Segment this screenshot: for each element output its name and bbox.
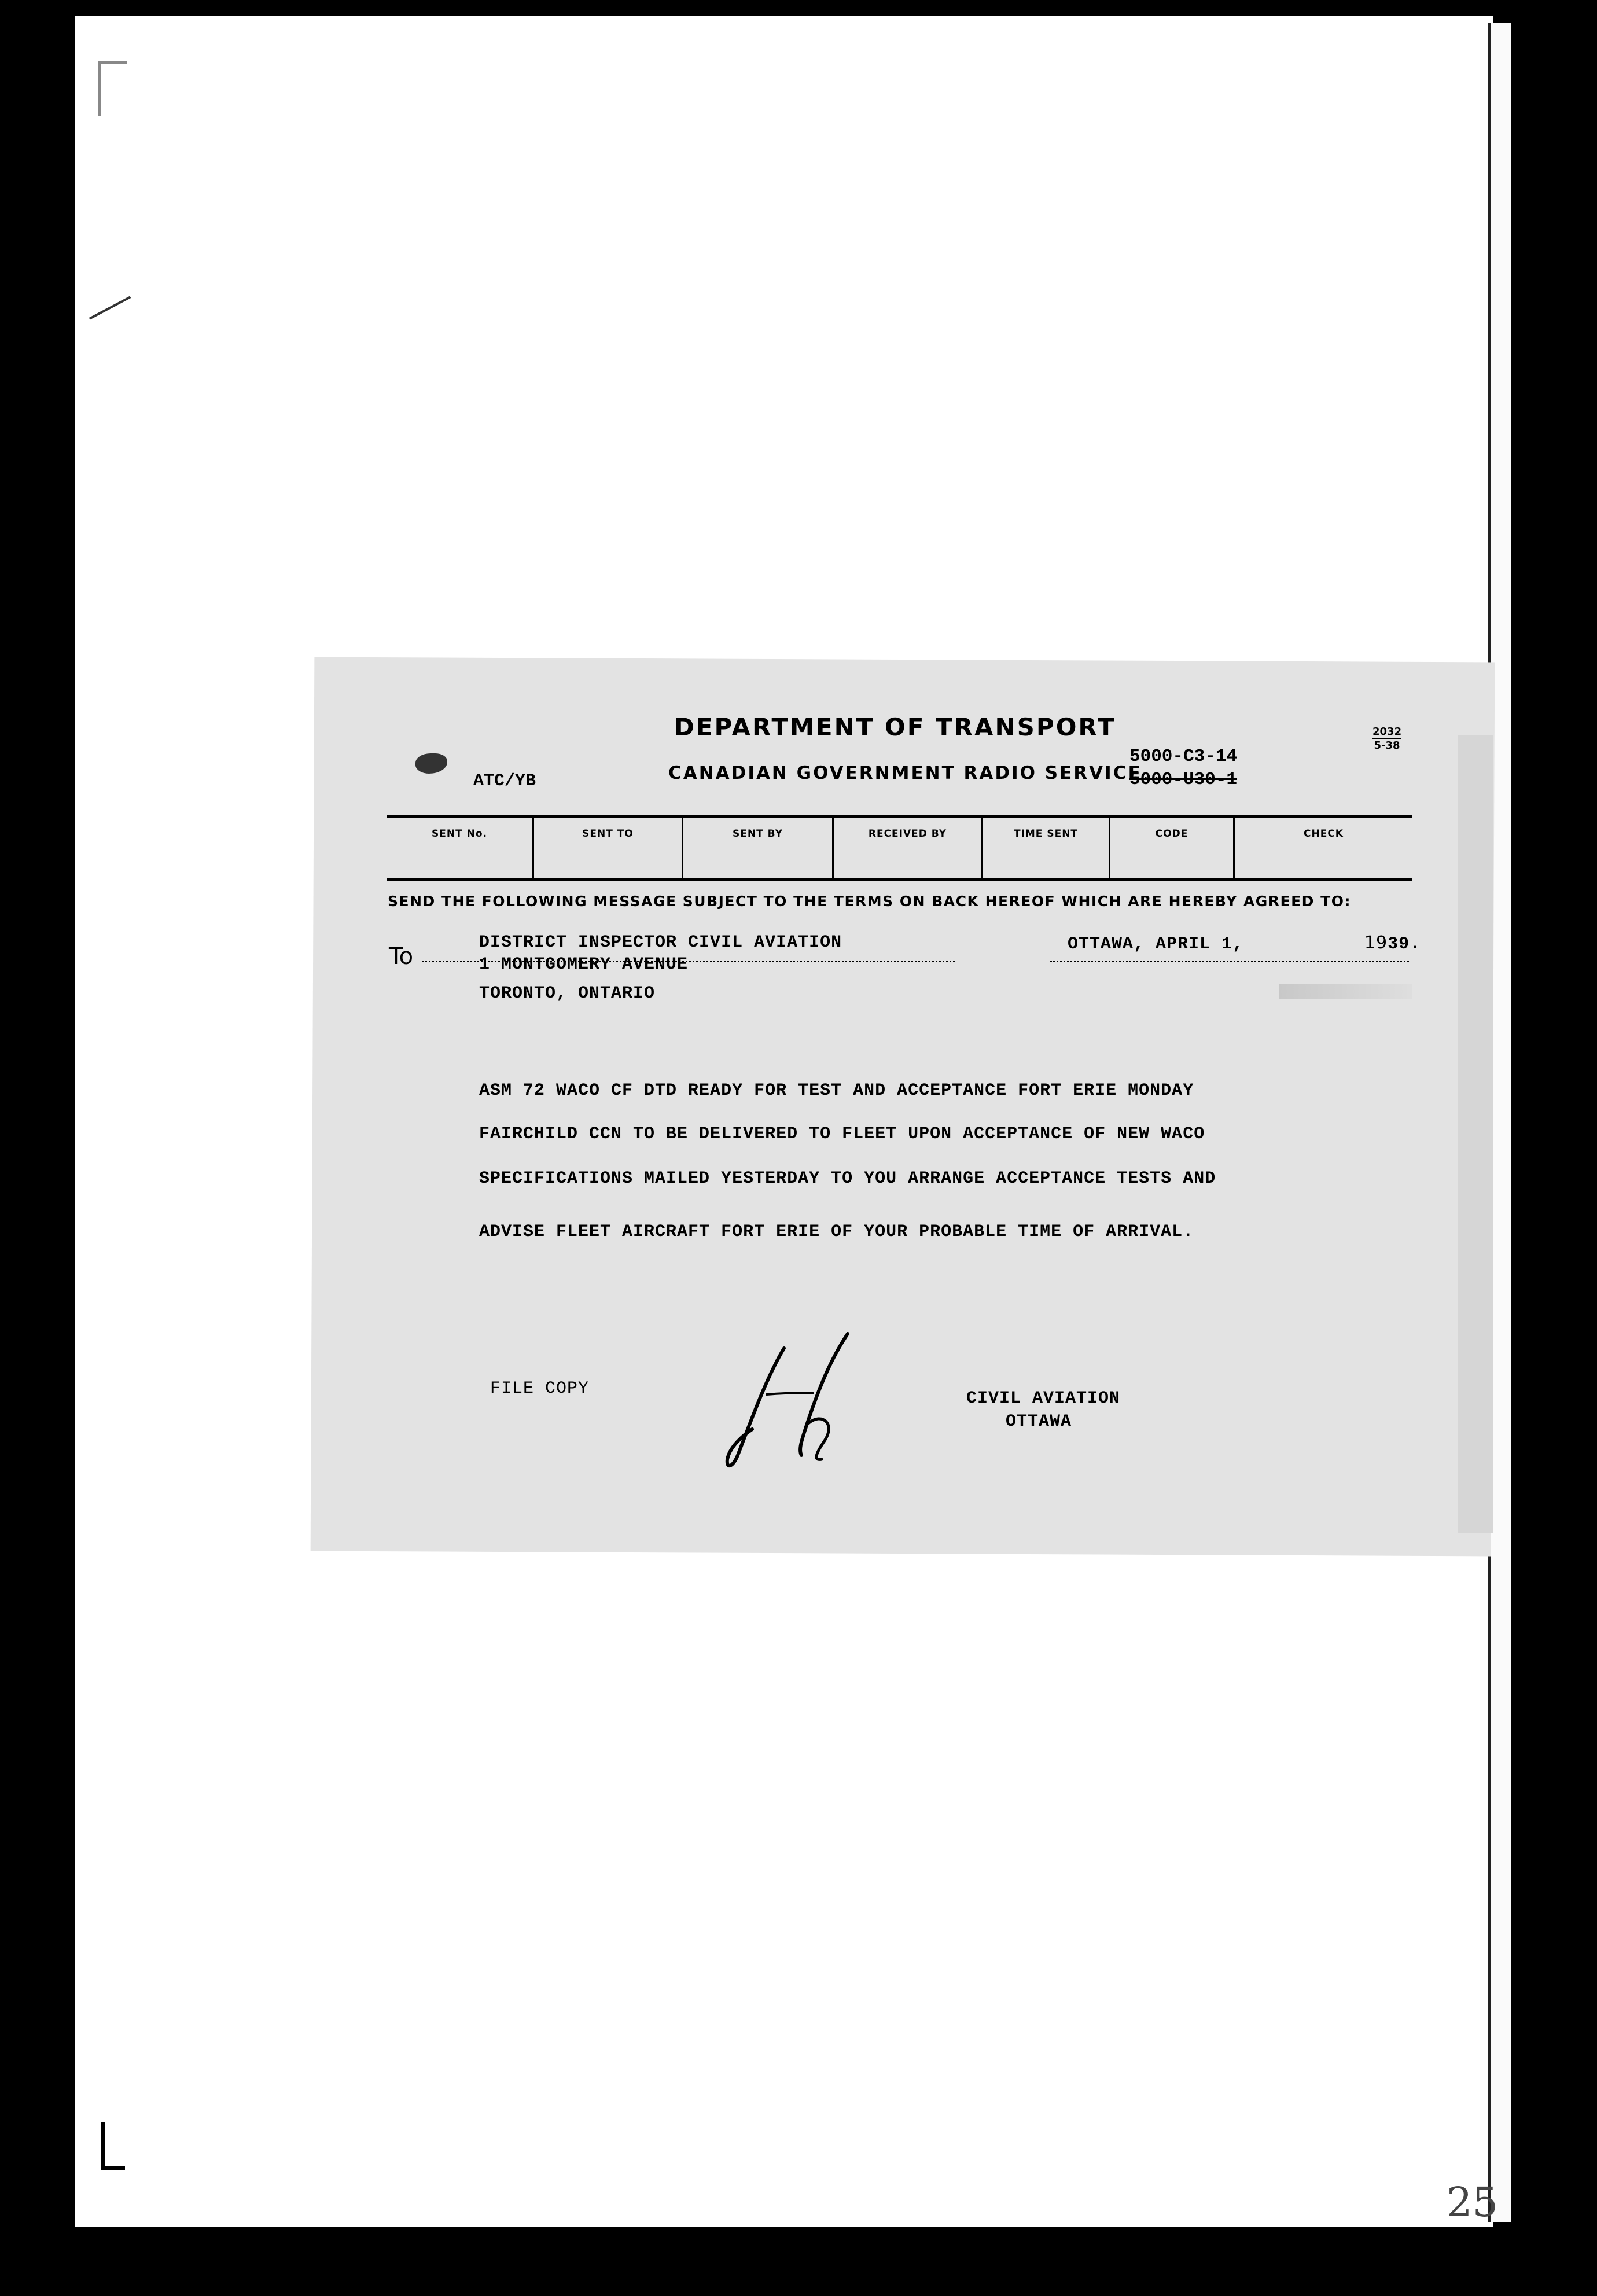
form-edge-strip: [1458, 735, 1493, 1533]
col-sent-by: SENT BY: [683, 818, 834, 878]
place-date: [1068, 933, 1421, 954]
show-through-text: [1279, 984, 1412, 999]
to-label: To: [389, 943, 414, 970]
col-check: CHECK: [1304, 828, 1344, 840]
message-line-1: ASM 72 WACO CF DTD READY FOR TEST AND ACCEPTANCE FORT ERIE MONDAY: [479, 1081, 1194, 1101]
crop-mark-bottom-left: [101, 2122, 125, 2170]
place-date-text: OTTAWA, APRIL 1,: [1068, 934, 1244, 954]
col-time-sent: TIME SENT: [983, 818, 1110, 878]
page-number: 25: [1447, 2179, 1499, 2226]
handwritten-signature: [697, 1325, 871, 1476]
telegram-form: [311, 657, 1495, 1557]
file-reference-struck: 5000-U30-1: [1129, 770, 1238, 790]
col-sent-no: SENT No.: [387, 818, 534, 878]
routing-table: [387, 815, 1412, 881]
terms-line: SEND THE FOLLOWING MESSAGE SUBJECT TO THE TERMS ON BACK HEREOF WHICH ARE HEREBY AGREED TO:: [388, 893, 1351, 910]
sender-line-1: CIVIL AVIATION: [966, 1389, 1121, 1408]
file-reference: 5000-C3-14: [1129, 746, 1238, 767]
col-sent-to: SENT TO: [534, 818, 683, 878]
date-dotted-line: [1050, 961, 1409, 962]
service-title: CANADIAN GOVERNMENT RADIO SERVICE: [668, 763, 1142, 783]
typist-initials: ATC/YB: [473, 771, 536, 791]
year-prefix: 19: [1364, 933, 1388, 953]
addressee-line-2: 1 MONTGOMERY AVENUE: [479, 955, 689, 974]
addressee-line-1: DISTRICT INSPECTOR CIVIL AVIATION: [479, 933, 842, 952]
col-code: CODE: [1110, 818, 1235, 878]
message-line-4: ADVISE FLEET AIRCRAFT FORT ERIE OF YOUR PROBABLE TIME OF ARRIVAL.: [479, 1222, 1194, 1242]
message-line-3: SPECIFICATIONS MAILED YESTERDAY TO YOU ARRANGE ACCEPTANCE TESTS AND: [479, 1169, 1216, 1189]
crop-mark-top-left: [98, 61, 127, 116]
year-suffix: 39.: [1388, 934, 1421, 954]
form-number: [1372, 726, 1401, 752]
addressee-line-3: TORONTO, ONTARIO: [479, 984, 656, 1003]
file-copy-label: FILE COPY: [490, 1379, 590, 1399]
col-received-by: RECEIVED BY: [834, 818, 983, 878]
department-title: DEPARTMENT OF TRANSPORT: [674, 713, 1116, 741]
form-number-code: 2032: [1372, 726, 1401, 739]
form-number-date: 5-38: [1374, 739, 1400, 752]
sender-line-2: OTTAWA: [1006, 1412, 1072, 1432]
message-line-2: FAIRCHILD CCN TO BE DELIVERED TO FLEET UPON ACCEPTANCE OF NEW WACO: [479, 1124, 1205, 1144]
